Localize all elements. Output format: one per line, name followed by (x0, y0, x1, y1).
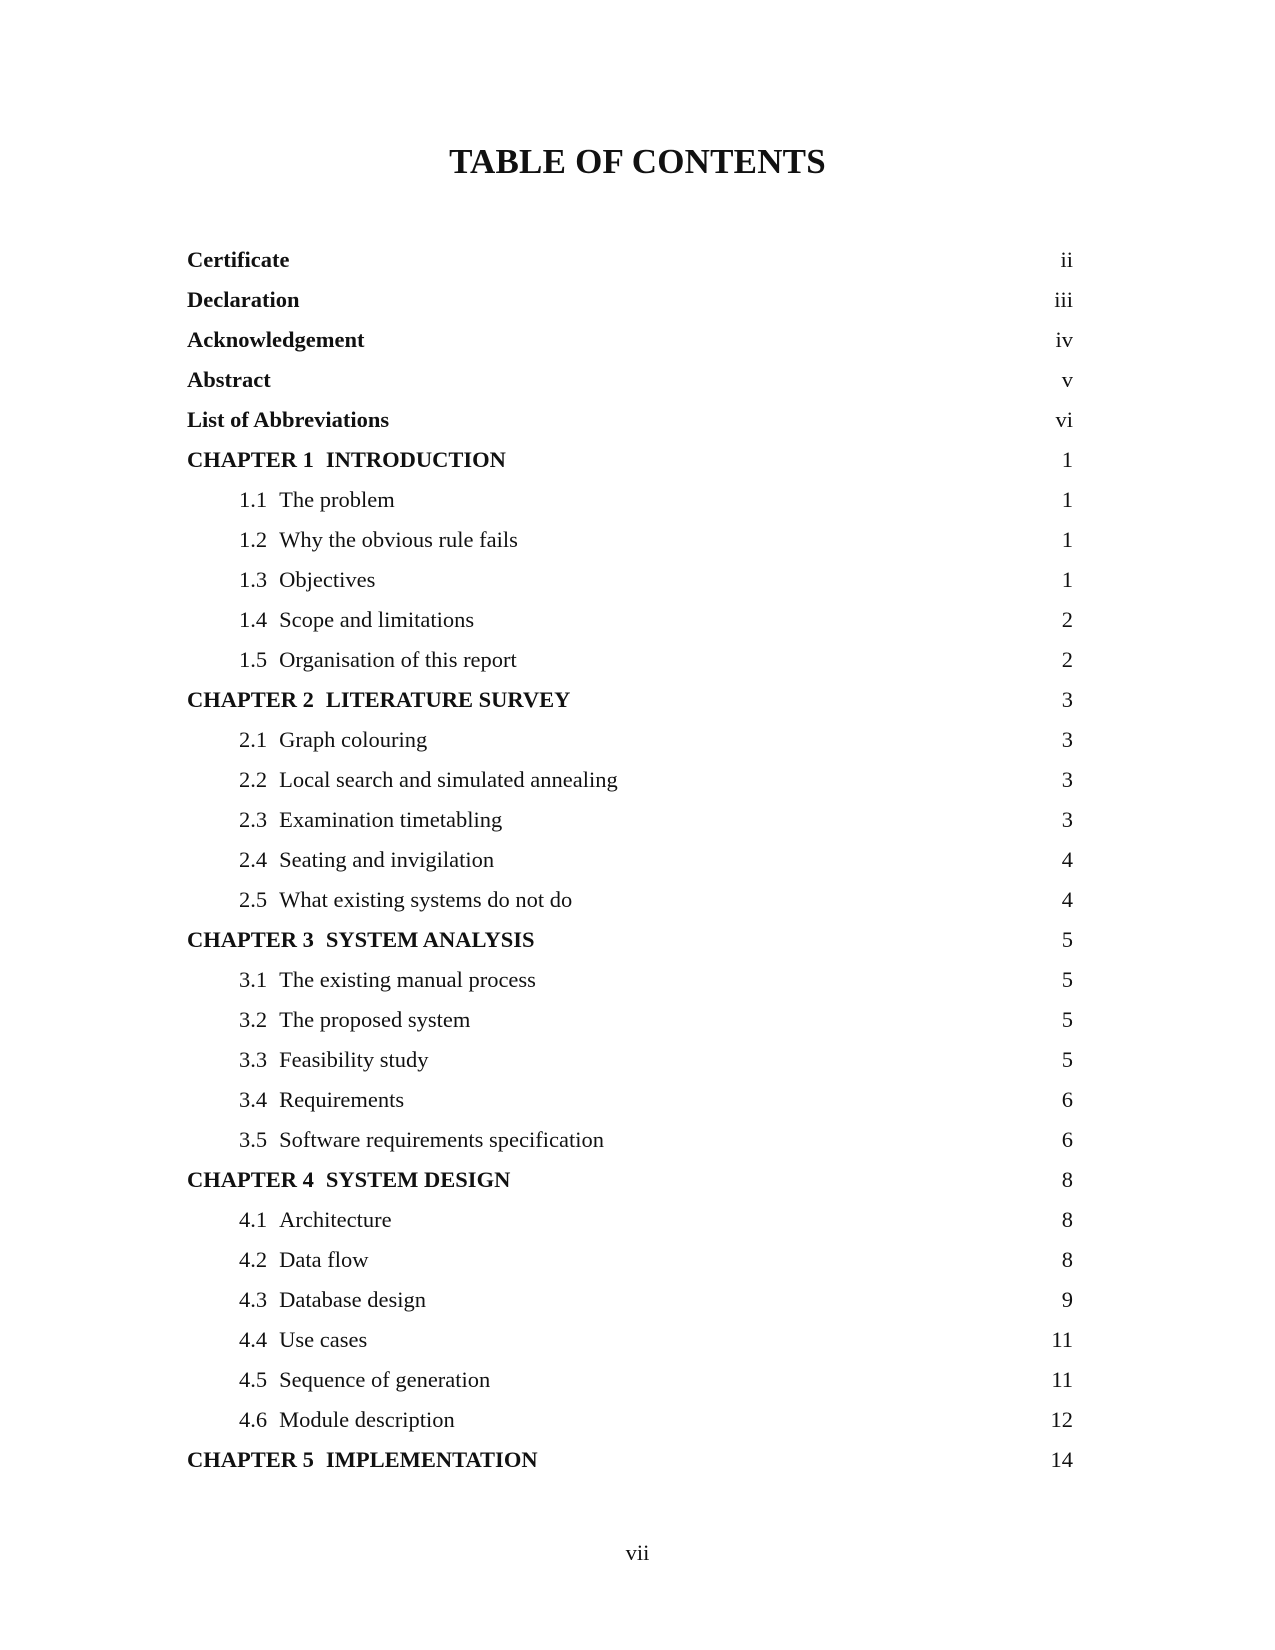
toc-section-title: Local search and simulated annealing (279, 767, 618, 792)
toc-chapter-entry (187, 1160, 1073, 1200)
toc-section-number: 1.3 (239, 567, 268, 592)
toc-section-heading (187, 960, 536, 1000)
toc-chapter-entry (187, 680, 1073, 720)
toc-page-number: 3 (1061, 767, 1073, 792)
toc-section-number: 3.1 (239, 967, 268, 992)
toc-chapter-entry (187, 1440, 1073, 1480)
toc-section-entry (187, 480, 1073, 520)
toc-page-number: 14 (1050, 1447, 1073, 1472)
toc-section-heading (187, 520, 518, 560)
toc-chapter-number: CHAPTER 4 (187, 1167, 314, 1192)
toc-section-entry (187, 1120, 1073, 1160)
toc-section-entry (187, 720, 1073, 760)
toc-section-number: 2.1 (239, 727, 268, 752)
toc-page-number: 3 (1061, 687, 1073, 712)
toc-page-number: 1 (1061, 447, 1073, 472)
toc-entry-label: Certificate (187, 247, 290, 272)
toc-entry-label: List of Abbreviations (187, 407, 390, 432)
toc-section-entry (187, 600, 1073, 640)
toc-section-number: 4.2 (239, 1247, 268, 1272)
toc-front-matter-entry (187, 280, 1073, 320)
toc-page-number: 6 (1061, 1087, 1073, 1112)
toc-section-entry (187, 1240, 1073, 1280)
toc-chapter-heading (187, 680, 570, 720)
toc-section-number: 3.4 (239, 1087, 268, 1112)
toc-page-number: 4 (1061, 847, 1073, 872)
toc-chapter-entry (187, 440, 1073, 480)
toc-page-number: 5 (1061, 927, 1073, 952)
toc-section-title: The problem (279, 487, 395, 512)
toc-entry-label: Declaration (187, 287, 300, 312)
toc-page-number: 1 (1061, 527, 1073, 552)
toc-section-heading (187, 720, 427, 760)
toc-section-heading (187, 1200, 392, 1240)
toc-section-entry (187, 520, 1073, 560)
toc-section-heading (187, 760, 618, 800)
toc-section-heading (187, 1280, 426, 1320)
toc-section-number: 2.4 (239, 847, 268, 872)
toc-section-heading (187, 1320, 367, 1360)
toc-page-number: 5 (1061, 1047, 1073, 1072)
toc-section-entry (187, 1000, 1073, 1040)
toc-section-number: 2.5 (239, 887, 268, 912)
toc-entry-label: Acknowledgement (187, 327, 365, 352)
toc-page-number: v (1061, 367, 1073, 392)
toc-section-title: The proposed system (279, 1007, 471, 1032)
toc-page-number: 8 (1061, 1247, 1073, 1272)
toc-section-number: 4.3 (239, 1287, 268, 1312)
toc-chapter-title: INTRODUCTION (325, 447, 506, 472)
toc-section-entry (187, 640, 1073, 680)
toc-section-title: Module description (279, 1407, 455, 1432)
toc-section-heading (187, 1240, 368, 1280)
toc-section-heading (187, 1120, 604, 1160)
toc-page-number: 8 (1061, 1207, 1073, 1232)
toc-page-number: 8 (1061, 1167, 1073, 1192)
toc-section-entry (187, 1280, 1073, 1320)
toc-section-title: Use cases (279, 1327, 368, 1352)
toc-page-number: 1 (1061, 487, 1073, 512)
toc-section-number: 3.2 (239, 1007, 268, 1032)
toc-page-number: 5 (1061, 1007, 1073, 1032)
toc-section-entry (187, 1200, 1073, 1240)
toc-section-heading (187, 600, 474, 640)
page-footer-number: vii (625, 1540, 650, 1565)
toc-page-number: 2 (1061, 607, 1073, 632)
toc-page-number: iv (1055, 327, 1073, 352)
toc-page-number: 4 (1061, 887, 1073, 912)
toc-chapter-heading (187, 1160, 510, 1200)
toc-section-title: Why the obvious rule fails (279, 527, 518, 552)
toc-section-number: 4.1 (239, 1207, 268, 1232)
toc-section-number: 1.1 (239, 487, 268, 512)
toc-front-matter-entry (187, 400, 1073, 440)
toc-chapter-number: CHAPTER 5 (187, 1447, 314, 1472)
toc-chapter-heading (187, 920, 535, 960)
toc-section-title: Examination timetabling (279, 807, 503, 832)
toc-section-heading (187, 560, 375, 600)
toc-page-number: 3 (1061, 727, 1073, 752)
toc-section-entry (187, 1360, 1073, 1400)
toc-section-title: Sequence of generation (279, 1367, 491, 1392)
toc-section-number: 1.5 (239, 647, 268, 672)
toc-section-heading (187, 480, 395, 520)
toc-section-title: Data flow (279, 1247, 369, 1272)
toc-section-title: Seating and invigilation (279, 847, 495, 872)
toc-section-number: 1.2 (239, 527, 268, 552)
toc-section-title: Graph colouring (279, 727, 428, 752)
toc-section-title: Organisation of this report (279, 647, 517, 672)
toc-section-title: Requirements (279, 1087, 405, 1112)
toc-page-number: vi (1055, 407, 1073, 432)
page-title: TABLE OF CONTENTS (449, 142, 826, 181)
toc-chapter-title: SYSTEM DESIGN (325, 1167, 511, 1192)
toc-section-entry (187, 760, 1073, 800)
toc-page-number: 11 (1051, 1367, 1073, 1392)
toc-chapter-title: IMPLEMENTATION (325, 1447, 538, 1472)
toc-section-heading (187, 1000, 470, 1040)
toc-entry-label: Abstract (187, 367, 271, 392)
toc-section-title: What existing systems do not do (279, 887, 573, 912)
toc-section-heading (187, 880, 572, 920)
toc-section-number: 3.3 (239, 1047, 268, 1072)
toc-section-title: The existing manual process (279, 967, 536, 992)
toc-section-title: Architecture (279, 1207, 392, 1232)
toc-chapter-title: SYSTEM ANALYSIS (325, 927, 535, 952)
toc-section-number: 4.5 (239, 1367, 268, 1392)
toc-section-number: 2.3 (239, 807, 268, 832)
toc-section-entry (187, 840, 1073, 880)
toc-page-number: 9 (1061, 1287, 1073, 1312)
toc-chapter-heading (187, 440, 506, 480)
toc-chapter-number: CHAPTER 3 (187, 927, 314, 952)
toc-page-number: ii (1060, 247, 1073, 272)
toc-chapter-entry (187, 920, 1073, 960)
toc-section-heading (187, 1080, 404, 1120)
toc-page-number: 1 (1061, 567, 1073, 592)
toc-page-number: 2 (1061, 647, 1073, 672)
table-of-contents (187, 240, 1073, 1480)
toc-front-matter-entry (187, 320, 1073, 360)
toc-section-number: 1.4 (239, 607, 268, 632)
toc-section-title: Objectives (279, 567, 376, 592)
toc-chapter-number: CHAPTER 1 (187, 447, 314, 472)
toc-section-entry (187, 1320, 1073, 1360)
toc-section-entry (187, 880, 1073, 920)
toc-section-entry (187, 960, 1073, 1000)
toc-section-heading (187, 640, 517, 680)
toc-section-number: 3.5 (239, 1127, 268, 1152)
toc-section-heading (187, 800, 502, 840)
toc-page-number: 3 (1061, 807, 1073, 832)
toc-section-heading (187, 1360, 490, 1400)
toc-chapter-heading (187, 1440, 538, 1480)
toc-section-heading (187, 840, 494, 880)
toc-page-number: 12 (1050, 1407, 1073, 1432)
toc-section-entry (187, 560, 1073, 600)
toc-section-entry (187, 1400, 1073, 1440)
toc-front-matter-entry (187, 360, 1073, 400)
toc-section-title: Database design (279, 1287, 426, 1312)
toc-page-number: 5 (1061, 967, 1073, 992)
toc-section-heading (187, 1040, 429, 1080)
toc-section-number: 4.6 (239, 1407, 268, 1432)
toc-section-number: 4.4 (239, 1327, 268, 1352)
toc-page-number: 6 (1061, 1127, 1073, 1152)
toc-section-title: Scope and limitations (279, 607, 475, 632)
toc-section-title: Feasibility study (279, 1047, 429, 1072)
toc-front-matter-entry (187, 240, 1073, 280)
toc-section-entry (187, 1040, 1073, 1080)
toc-chapter-number: CHAPTER 2 (187, 687, 314, 712)
toc-section-heading (187, 1400, 455, 1440)
toc-page-number: 11 (1051, 1327, 1073, 1352)
toc-section-entry (187, 1080, 1073, 1120)
toc-section-entry (187, 800, 1073, 840)
toc-page-number: iii (1054, 287, 1073, 312)
toc-chapter-title: LITERATURE SURVEY (325, 687, 571, 712)
toc-section-number: 2.2 (239, 767, 268, 792)
toc-section-title: Software requirements specification (279, 1127, 605, 1152)
